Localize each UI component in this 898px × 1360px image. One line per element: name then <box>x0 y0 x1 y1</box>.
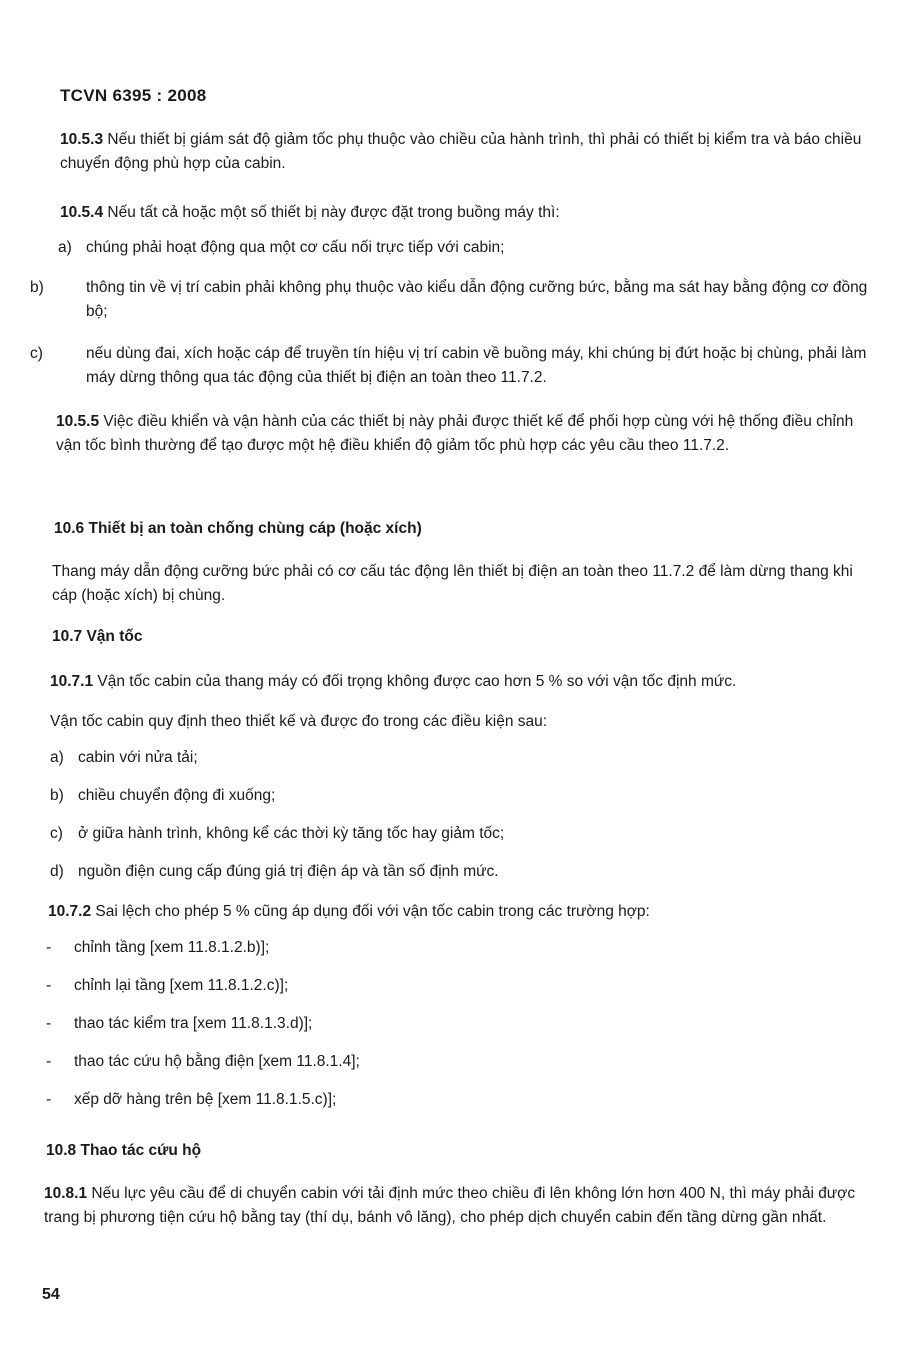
list-item <box>46 936 860 960</box>
list-text: thông tin về vị trí cabin phải không phụ thuộc vào kiểu dẫn động cưỡng bức, bằng ma sát hay bằng động cơ đồng bộ; <box>86 279 868 320</box>
section-text-10-6: Thang máy dẫn động cưỡng bức phải có cơ cấu tác động lên thiết bị điện an toàn theo 11.7.2 để làm dừng thang khi cáp (hoặc xích) bị chùng. <box>52 563 853 604</box>
clause-10-7-2 <box>48 900 862 924</box>
list-text: thao tác kiểm tra [xem 11.8.1.3.d)]; <box>74 1015 313 1032</box>
clause-text: Nếu thiết bị giám sát độ giảm tốc phụ thuộc vào chiều của hành trình, thì phải có thiết bị kiểm tra và báo chiều chuyển động phù hợp của cabin. <box>60 131 862 172</box>
list-item <box>58 236 865 260</box>
list-text: chỉnh tầng [xem 11.8.1.2.b)]; <box>74 939 270 956</box>
clause-text: Nếu tất cả hoặc một số thiết bị này được đặt trong buồng máy thì: <box>107 204 560 221</box>
list-text: chúng phải hoạt động qua một cơ cấu nối trực tiếp với cabin; <box>86 239 505 256</box>
clause-number: 10.5.5 <box>56 413 100 430</box>
document-header: TCVN 6395 : 2008 <box>60 86 207 105</box>
list-marker: - <box>46 1053 52 1070</box>
list-item <box>50 860 862 884</box>
page-number: 54 <box>42 1286 60 1303</box>
clause-10-8-1 <box>44 1182 860 1230</box>
clause-10-5-5 <box>56 410 865 458</box>
clause-text: Nếu lực yêu cầu để di chuyển cabin với tải định mức theo chiều đi lên không lớn hơn 400 N, thì máy phải được trang bị phương tiện cứu hộ bằng tay (thí dụ, bánh vô lăng), cho phép dịch chuyển cabin đến tầng dừng gần nhất. <box>44 1185 856 1226</box>
list-text: nếu dùng đai, xích hoặc cáp để truyền tín hiệu vị trí cabin về buồng máy, khi chúng bị đứt hoặc bị chùng, phải làm máy dừng thông qua tác động của thiết bị điện an toàn theo 11.7.2. <box>86 345 867 386</box>
clause-text: Sai lệch cho phép 5 % cũng áp dụng đối với vận tốc cabin trong các trường hợp: <box>95 903 650 920</box>
list-item <box>46 1050 860 1074</box>
clause-10-5-3 <box>60 128 865 176</box>
list-marker: c) <box>30 345 43 362</box>
section-heading-10-8: 10.8 Thao tác cứu hộ <box>46 1142 202 1159</box>
list-text: ở giữa hành trình, không kể các thời kỳ tăng tốc hay giảm tốc; <box>78 825 505 842</box>
clause-number: 10.5.4 <box>60 204 104 221</box>
list-text: cabin với nửa tải; <box>78 749 198 766</box>
clause-number: 10.8.1 <box>44 1185 88 1202</box>
clause-10-7-1 <box>50 670 862 694</box>
section-heading-10-6: 10.6 Thiết bị an toàn chống chùng cáp (hoặc xích) <box>54 520 422 537</box>
list-text: chỉnh lại tầng [xem 11.8.1.2.c)]; <box>74 977 289 994</box>
clause-intro: Vận tốc cabin quy định theo thiết kế và được đo trong các điều kiện sau: <box>50 713 548 730</box>
list-text: thao tác cứu hộ bằng điện [xem 11.8.1.4]; <box>74 1053 360 1070</box>
clause-text: Vận tốc cabin của thang máy có đối trọng không được cao hơn 5 % so với vận tốc định mức. <box>97 673 737 690</box>
list-marker: - <box>46 939 52 956</box>
list-marker: - <box>46 977 52 994</box>
list-marker: a) <box>58 239 72 256</box>
list-text: chiều chuyển động đi xuống; <box>78 787 276 804</box>
clause-10-5-4 <box>60 201 865 225</box>
list-item <box>50 784 862 808</box>
list-text: nguồn điện cung cấp đúng giá trị điện áp và tần số định mức. <box>78 863 499 880</box>
clause-number: 10.5.3 <box>60 131 104 148</box>
list-marker: c) <box>50 825 63 842</box>
list-text: xếp dỡ hàng trên bệ [xem 11.8.1.5.c)]; <box>74 1091 337 1108</box>
clause-number: 10.7.2 <box>48 903 92 920</box>
list-marker: - <box>46 1015 52 1032</box>
list-item <box>50 746 862 770</box>
list-item <box>46 974 860 998</box>
list-marker: - <box>46 1091 52 1108</box>
list-item <box>46 1012 860 1036</box>
list-item <box>46 1088 860 1112</box>
list-item <box>50 822 862 846</box>
clause-number: 10.7.1 <box>50 673 94 690</box>
list-item <box>30 276 893 324</box>
list-marker: b) <box>50 787 64 804</box>
section-heading-10-7: 10.7 Vận tốc <box>52 628 143 645</box>
list-marker: a) <box>50 749 64 766</box>
list-marker: d) <box>50 863 64 880</box>
clause-text: Việc điều khiển và vận hành của các thiết bị này phải được thiết kế để phối hợp cùng với hệ thống điều chỉnh vận tốc bình thường để tạo được một hệ điều khiển độ giảm tốc phù hợp các yêu cầu theo 11.7.2. <box>56 413 854 454</box>
list-item <box>30 342 893 390</box>
list-marker: b) <box>30 279 44 296</box>
